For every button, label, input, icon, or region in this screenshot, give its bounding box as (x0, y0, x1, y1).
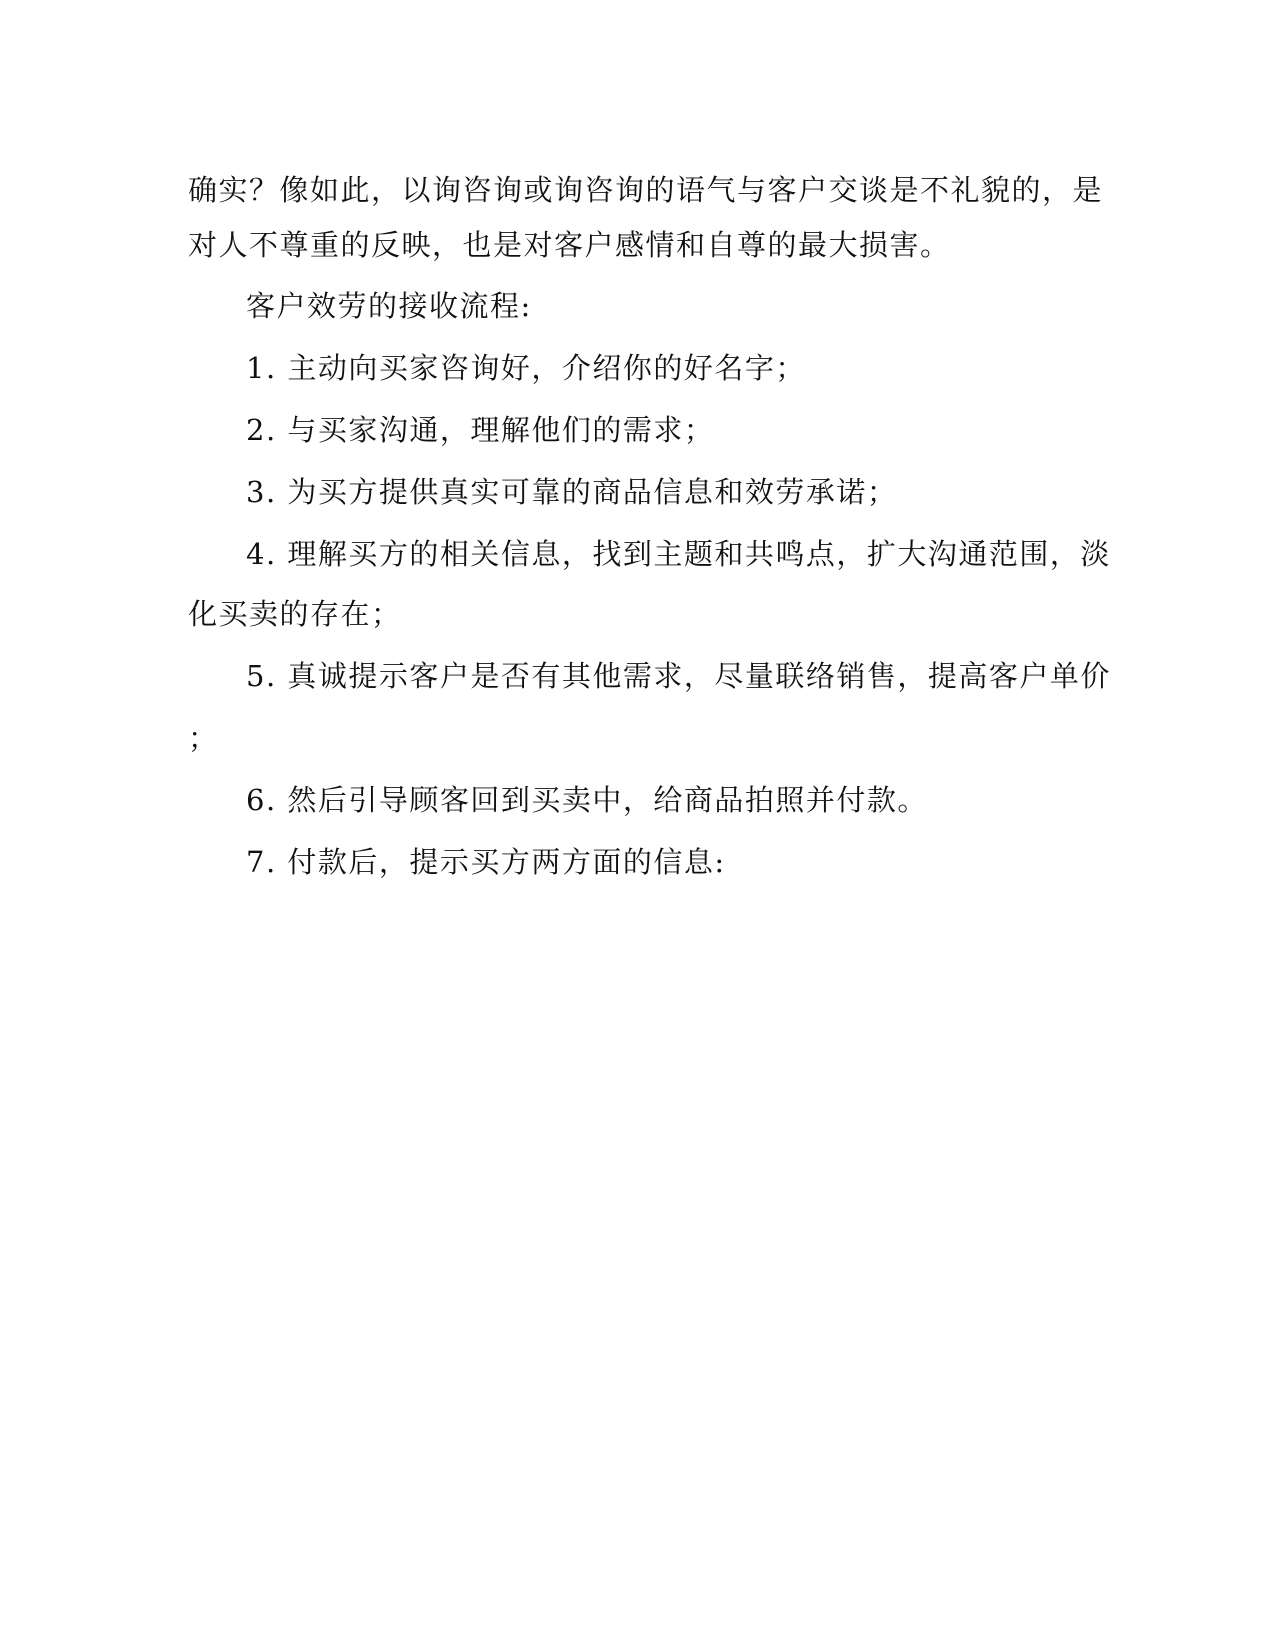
list-item: 5. 真诚提示客户是否有其他需求，尽量联络销售，提高客户单价 (246, 659, 1111, 693)
section-heading: 客户效劳的接收流程: (246, 289, 532, 323)
list-item-continuation: 化买卖的存在； (188, 597, 402, 631)
list-item: 2. 与买家沟通，理解他们的需求； (246, 413, 715, 447)
list-item-continuation: ； (188, 721, 219, 755)
list-item: 3. 为买方提供真实可靠的商品信息和效劳承诺； (246, 475, 898, 509)
list-item: 7. 付款后，提示买方两方面的信息: (246, 845, 726, 879)
list-item: 1. 主动向买家咨询好，介绍你的好名字； (246, 351, 806, 385)
paragraph-line: 对人不尊重的反映，也是对客户感情和自尊的最大损害。 (188, 228, 951, 262)
list-item: 6. 然后引导顾客回到买卖中，给商品拍照并付款。 (246, 783, 928, 817)
list-item: 4. 理解买方的相关信息，找到主题和共鸣点，扩大沟通范围，淡 (246, 537, 1111, 571)
paragraph-line: 确实？像如此，以询咨询或询咨询的语气与客户交谈是不礼貌的，是 (188, 173, 1104, 207)
